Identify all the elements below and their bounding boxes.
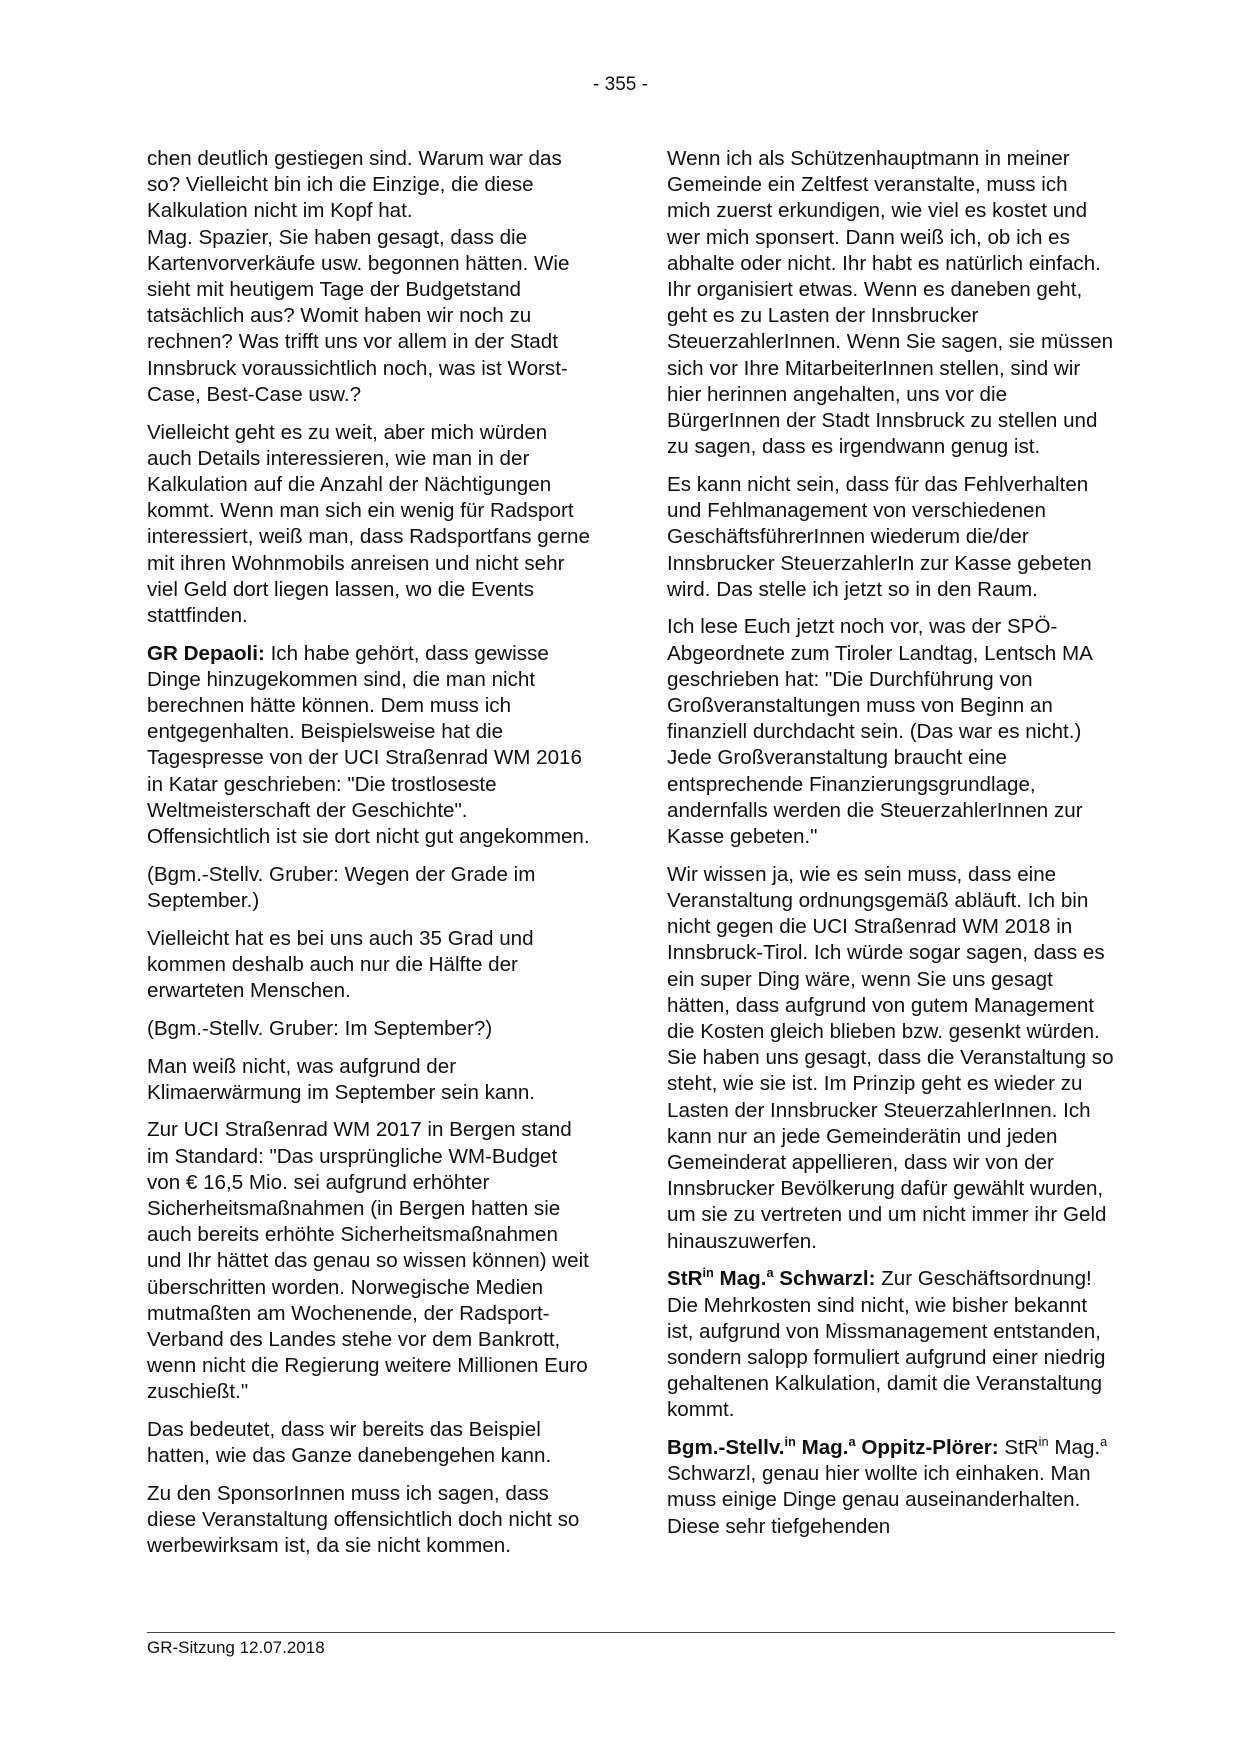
right-paragraph-4: Wir wissen ja, wie es sein muss, dass eine Veranstaltung ordnungsgemäß abläuft. Ich bin nicht gegen die UCI Straßenrad WM 2018 in Innsbruck-Tirol. Ich würde sogar sagen, dass es ein super Ding wäre, wenn Sie uns gesagt hätten, dass aufgrund von gutem Management die Kosten gleich blieben bzw. gesenkt würden. Sie haben uns gesagt, dass die Veranstaltung so steht, wie sie ist. Im Prinzip geht es wieder zu Lasten der Innsbrucker SteuerzahlerInnen. Ich kann nur an jede Gemeinderätin und jeden Gemeinderat appellieren, dass wir von der Innsbrucker Bevölkerung dafür gewählt wurden, um sie zu vertreten und um nicht immer ihr Geld hinauszuwerfen. <box>667 862 1114 1253</box>
left-paragraph-1: chen deutlich gestiegen sind. Warum war das so? Vielleicht bin ich die Einzige, die diese Kalkulation nicht im Kopf hat. <box>147 147 562 223</box>
right-paragraph-2: Es kann nicht sein, dass für das Fehlverhalten und Fehlmanagement von verschiedenen GeschäftsführerInnen wiederum die/der Innsbrucker SteuerzahlerIn zur Kasse gebeten wird. Das stelle ich jetzt so in den Raum. <box>667 472 1092 601</box>
footer-divider <box>147 1632 1115 1633</box>
right-column <box>667 146 1115 1540</box>
superscript: in <box>1038 1434 1049 1450</box>
speaker-name <box>667 1267 875 1290</box>
superscript: in <box>702 1265 714 1281</box>
right-paragraph-6 <box>667 1435 1115 1540</box>
left-paragraph-8: Man weiß nicht, was aufgrund der Klimaerwärmung im September sein kann. <box>147 1054 536 1104</box>
speaker-surname: Oppitz-Plörer: <box>855 1436 999 1460</box>
superscript: in <box>784 1434 796 1450</box>
left-paragraph-5: (Bgm.-Stellv. Gruber: Wegen der Grade im September.) <box>147 862 536 912</box>
speaker-surname: Schwarzl: <box>773 1267 876 1291</box>
speech-text: Mag. <box>1048 1436 1101 1460</box>
right-paragraph-3: Ich lese Euch jetzt noch vor, was der SPÖ-Abgeordnete zum Tiroler Landtag, Lentsch MA geschrieben hat: "Die Durchführung von Großveranstaltungen muss von Beginn an finanziell durchdacht sein. (Das war es nicht.) Jede Großveranstaltung braucht eine entsprechende Finanzierungsgrundlage, andernfalls werden die SteuerzahlerInnen zur Kasse gebeten." <box>667 615 1092 849</box>
left-column <box>147 146 595 1571</box>
page-number: - 355 - <box>593 74 648 95</box>
speaker-name <box>667 1436 999 1459</box>
left-paragraph-2: Mag. Spazier, Sie haben gesagt, dass die Kartenvorverkäufe usw. begonnen hätten. Wie sieht mit heutigem Tage der Budgetstand tatsächlich aus? Womit haben wir noch zu rechnen? Was trifft uns vor allem in der Stadt Innsbruck voraussichtlich noch, was ist Worst-Case, Best-Case usw.? <box>147 225 570 406</box>
right-paragraph-5 <box>667 1266 1115 1423</box>
speech-text: Ich habe gehört, dass gewisse Dinge hinzugekommen sind, die man nicht berechnen hätte können. Dem muss ich entgegenhalten. Beispielsweise hat die Tagespresse von der UCI Straßenrad WM 2016 in Katar geschrieben: "Die trostloseste Weltmeisterschaft der Geschichte". Offensichtlich ist sie dort nicht gut angekommen. <box>147 641 590 849</box>
speaker-title: Mag. <box>795 1436 849 1460</box>
left-paragraph-11: Zu den SponsorInnen muss ich sagen, dass diese Veranstaltung offensichtlich doch nicht so werbewirksam ist, da sie nicht kommen. <box>147 1482 580 1558</box>
speaker-title: StR <box>667 1267 703 1291</box>
speaker-title: Bgm.-Stellv. <box>667 1436 785 1460</box>
speech-text: Schwarzl, genau hier wollte ich einhaken. Man muss einige Dinge genau auseinanderhalten. Diese sehr tiefgehenden <box>667 1462 1091 1538</box>
speaker-name: GR Depaoli: <box>147 641 265 665</box>
superscript: a <box>766 1265 774 1281</box>
superscript: a <box>1100 1434 1108 1450</box>
speech-text: Zur Geschäftsordnung! Die Mehrkosten sind nicht, wie bisher bekannt ist, aufgrund von Missmanagement entstanden, sondern salopp formuliert aufgrund einer niedrig gehaltenen Kalkulation, damit die Veranstaltung kommt. <box>667 1267 1106 1422</box>
left-paragraph-6: Vielleicht hat es bei uns auch 35 Grad und kommen deshalb auch nur die Hälfte der erwarteten Menschen. <box>147 926 534 1003</box>
speech-text: StR <box>998 1436 1039 1460</box>
left-paragraph-10: Das bedeutet, dass wir bereits das Beispiel hatten, wie das Ganze danebengehen kann. <box>147 1418 552 1468</box>
superscript: a <box>848 1434 856 1450</box>
left-paragraph-4 <box>147 641 595 851</box>
left-paragraph-7: (Bgm.-Stellv. Gruber: Im September?) <box>147 1016 493 1040</box>
right-paragraph-1: Wenn ich als Schützenhauptmann in meiner Gemeinde ein Zeltfest veranstalte, muss ich mich zuerst erkundigen, wie viel es kostet und wer mich sponsert. Dann weiß ich, ob ich es abhalte oder nicht. Ihr habt es natürlich einfach. Ihr organisiert etwas. Wenn es daneben geht, geht es zu Lasten der Innsbrucker SteuerzahlerInnen. Wenn Sie sagen, sie müssen sich vor Ihre MitarbeiterInnen stellen, sind wir hier herinnen angehalten, uns vor die BürgerInnen der Stadt Innsbruck zu stellen und zu sagen, dass es irgendwann genug ist. <box>667 147 1114 459</box>
left-paragraph-9: Zur UCI Straßenrad WM 2017 in Bergen stand im Standard: "Das ursprüngliche WM-Budget von € 16,5 Mio. sei aufgrund erhöhter Sicherheitsmaßnahmen (in Bergen hatten sie auch bereits erhöhte Sicherheitsmaßnahmen und Ihr hättet das genau so wissen können) weit überschritten worden. Norwegische Medien mutmaßten am Wochenende, der Radsport-Verband des Landes stehe vor dem Bankrott, wenn nicht die Regierung weitere Millionen Euro zuschießt." <box>147 1118 589 1404</box>
left-paragraph-3: Vielleicht geht es zu weit, aber mich würden auch Details interessieren, wie man in der Kalkulation auf die Anzahl der Nächtigungen kommt. Wenn man sich ein wenig für Radsport interessiert, weiß man, dass Radsportfans gerne mit ihren Wohnmobils anreisen und nicht sehr viel Geld dort liegen lassen, wo die Events stattfinden. <box>147 420 590 627</box>
speaker-title: Mag. <box>713 1267 767 1291</box>
footer-session-date: GR-Sitzung 12.07.2018 <box>147 1638 325 1657</box>
